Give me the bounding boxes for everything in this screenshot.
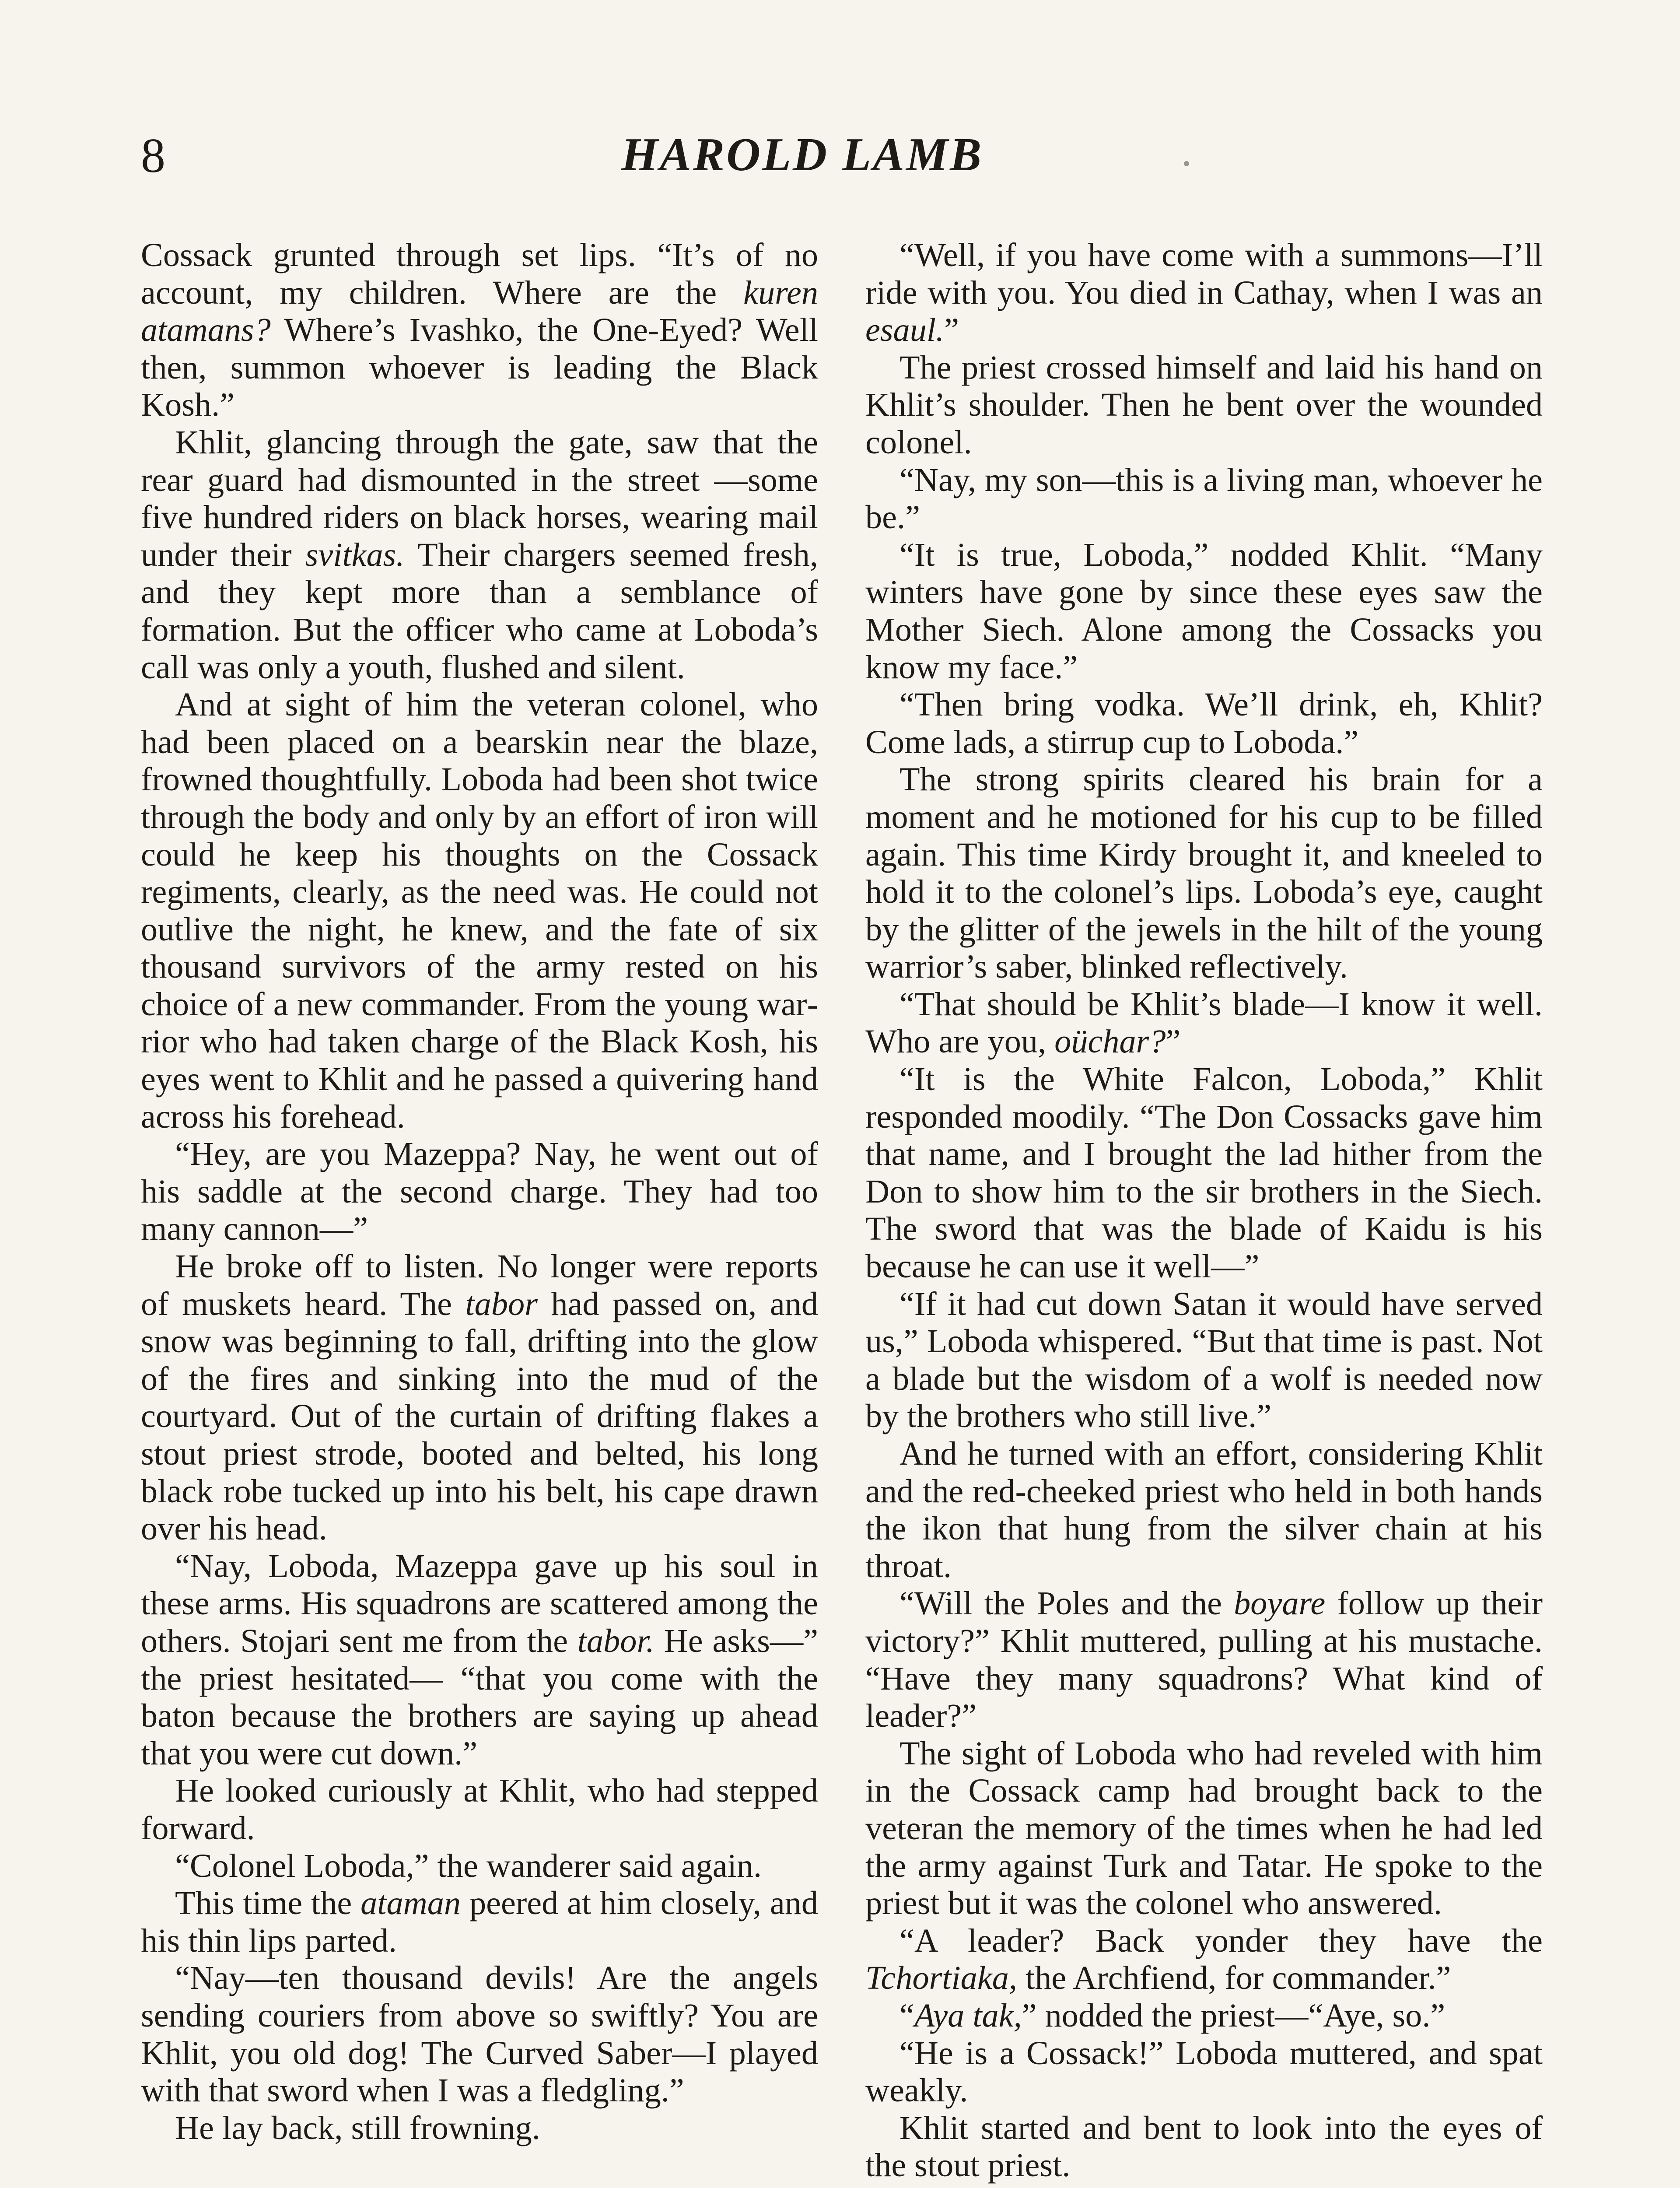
paragraph — [865, 1585, 1543, 1734]
text-run: The sight of Loboda who had reveled with him in the Cossack camp had brought back to the veteran the memory of the times when he had led the army against Turk and Tatar. He spoke to the priest but it was the colonel who answered. — [865, 1734, 1543, 1922]
italic-term: Tchortiaka, — [865, 1959, 1017, 1997]
paragraph — [865, 236, 1543, 349]
text-run: Cossack grunted through set lips. “It’s of no account, my children. Where are the — [141, 236, 818, 311]
text-run: Where’s Ivashko, the One-Eyed? Well then, summon whoever is leading the Black Kosh.” — [141, 311, 818, 424]
print-speck — [1184, 161, 1189, 166]
paragraph — [865, 461, 1543, 536]
paragraph — [865, 1735, 1543, 1922]
text-run: “Nay, Loboda, Mazeppa gave up his soul in these arms. His squadrons are scattered among the others. Stojari sent me from the — [141, 1547, 818, 1659]
paragraph — [141, 424, 818, 686]
paragraph — [865, 1922, 1543, 1997]
page-number: 8 — [141, 129, 165, 183]
text-run: “He is a Cossack!” Loboda muttered, and spat weakly. — [865, 2034, 1543, 2109]
text-run: “Will the Poles and the — [900, 1585, 1234, 1622]
paragraph — [141, 1135, 818, 1248]
text-run: The priest crossed himself and laid his hand on Khlit’s shoulder. Then he bent over the wounded colonel. — [865, 348, 1543, 461]
text-run: had passed on, and snow was beginning to fall, drifting into the glow of the fires and sinking into the mud of the courtyard. Out of the curtain of drifting flakes a stout priest strode, booted and belted, his long black robe tucked up into his belt, his cape drawn over his head. — [141, 1285, 818, 1547]
paragraph — [141, 1547, 818, 1772]
text-column-right — [865, 236, 1543, 2184]
italic-term: kuren atamans? — [141, 274, 818, 349]
text-run: follow up their victory?” Khlit muttered, pulling at his mustache. “Have they many squadrons? What kind of leader?” — [865, 1585, 1543, 1735]
text-run: Khlit started and bent to look into the eyes of the stout priest. — [865, 2109, 1543, 2184]
text-run: Their chargers seemed fresh, and they kept more than a semblance of formation. But the officer who came at Loboda’s call was only a youth, flushed and silent. — [141, 536, 818, 686]
text-run: He looked curiously at Khlit, who had stepped forward. — [141, 1772, 818, 1847]
paragraph — [141, 236, 818, 424]
paragraph — [865, 1997, 1543, 2034]
paragraph — [865, 1435, 1543, 1585]
text-run: And at sight of him the veteran colonel, who had been placed on a bearskin near the blaze, frowned thoughtfully. Loboda had been shot twice through the body and only by an effort of iron will could he keep his thoughts on the Cossack regiments, clearly, as the need was. He could not outlive the night, he knew, and the fate of six thousand survivors of the army rested on his choice of a new commander. From the young warrior who had taken charge of the Black Kosh, his eyes went to Khlit and he passed a quivering hand across his forehead. — [141, 686, 818, 1135]
paragraph — [141, 2109, 818, 2147]
running-head-author: HAROLD LAMB — [621, 129, 984, 181]
italic-term: ataman — [360, 1884, 461, 1922]
text-run: ” — [1166, 1023, 1181, 1060]
text-run: “It is the White Falcon, Loboda,” Khlit responded moodily. “The Don Cossacks gave him that name, and I brought the lad hither from the Don to show him to the sir brothers in the Siech. The sword that was the blade of Kaidu is his because he can use it well—” — [865, 1060, 1543, 1285]
text-run: “That should be Khlit’s blade—I know it well. Who are you, — [865, 985, 1543, 1060]
paragraph — [141, 1772, 818, 1847]
italic-term: boyare — [1234, 1585, 1326, 1622]
text-run: ” nodded the priest—“Aye, so.” — [1022, 1996, 1446, 2034]
text-run: “A leader? Back yonder they have the — [900, 1922, 1543, 1959]
text-run: And he turned with an effort, considering Khlit and the red-cheeked priest who held in both hands the ikon that hung from the silver chain at his throat. — [865, 1435, 1543, 1585]
text-run: Khlit, glancing through the gate, saw that the rear guard had dismounted in the street —some five hundred riders on black horses, wearing mail under their — [141, 423, 818, 573]
italic-term: esaul. — [865, 311, 945, 349]
paragraph — [141, 1959, 818, 2109]
italic-term: oüchar? — [1054, 1023, 1166, 1060]
italic-term: svitkas. — [305, 536, 405, 573]
text-run: “ — [900, 1996, 914, 2034]
paragraph — [141, 686, 818, 1135]
text-run: peered at him closely, and his thin lips parted. — [141, 1884, 818, 1959]
italic-term: tabor — [465, 1285, 538, 1322]
text-run: the Archfiend, for commander.” — [1017, 1959, 1451, 1997]
text-run: “Nay, my son—this is a living man, whoever he be.” — [865, 461, 1543, 536]
paragraph — [865, 1285, 1543, 1435]
paragraph — [865, 761, 1543, 985]
paragraph — [865, 686, 1543, 761]
text-run: “It is true, Loboda,” nodded Khlit. “Many winters have gone by since these eyes saw the Mother Siech. Alone among the Cossacks you know my face.” — [865, 536, 1543, 686]
paragraph — [141, 1847, 818, 1885]
paragraph — [865, 2034, 1543, 2109]
text-run: “Nay—ten thousand devils! Are the angels sending couriers from above so swiftly? You are Khlit, you old dog! The Curved Saber—I played with that sword when I was a fledgling.” — [141, 1959, 818, 2109]
italic-term: tabor. — [577, 1622, 654, 1659]
paragraph — [865, 985, 1543, 1060]
text-run: This time the — [175, 1884, 361, 1922]
text-column-left — [141, 236, 818, 2146]
paragraph — [865, 536, 1543, 686]
text-run: “Hey, are you Mazeppa? Nay, he went out of his saddle at the second charge. They had too many cannon—” — [141, 1135, 818, 1248]
paragraph — [865, 1060, 1543, 1285]
text-run: “Colonel Loboda,” the wanderer said again. — [175, 1847, 762, 1884]
text-run: He lay back, still frowning. — [175, 2109, 540, 2146]
text-run: ” — [944, 311, 959, 349]
italic-term: Aya tak, — [914, 1996, 1022, 2034]
text-run: The strong spirits cleared his brain for a moment and he motioned for his cup to be filled again. This time Kirdy brought it, and kneeled to hold it to the colonel’s lips. Loboda’s eye, caught by the glitter of the jewels in the hilt of the young warrior’s saber, blinked reflectively. — [865, 761, 1543, 985]
paragraph — [141, 1884, 818, 1959]
text-run: “If it had cut down Satan it would have served us,” Loboda whispered. “But that time is past. Not a blade but the wisdom of a wolf is needed now by the brothers who still live.” — [865, 1285, 1543, 1435]
text-run: “Then bring vodka. We’ll drink, eh, Khlit? Come lads, a stirrup cup to Loboda.” — [865, 686, 1543, 761]
text-run: He broke off to listen. No longer were reports of muskets heard. The — [141, 1248, 818, 1322]
paragraph — [865, 2109, 1543, 2184]
paragraph — [141, 1248, 818, 1547]
paragraph — [865, 349, 1543, 461]
text-run: “Well, if you have come with a summons—I’ll ride with you. You died in Cathay, when I was an — [865, 236, 1543, 311]
text-run: He asks—” the priest hesitated— “that you come with the baton because the brothers are saying up ahead that you were cut down.” — [141, 1622, 818, 1772]
